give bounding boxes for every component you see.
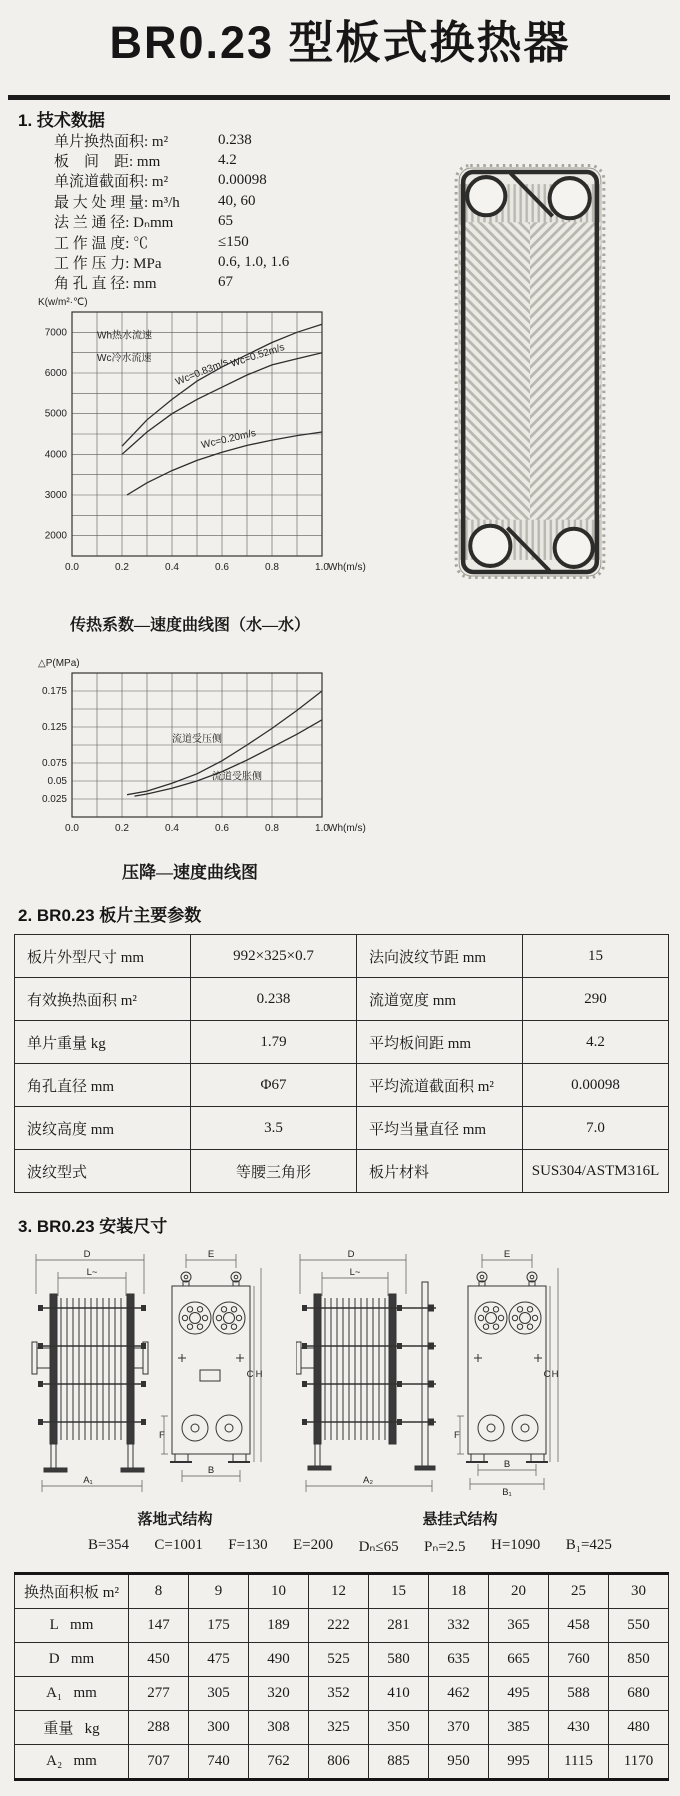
pressure-drop-chart [26,653,378,841]
svg-text:Wh热水流速: Wh热水流速 [97,330,152,342]
row-label-header-cell: 换热面积板 m² [15,1574,129,1609]
param-value-cell: 0.00098 [523,1064,669,1107]
value-cell: 665 [489,1643,549,1677]
value-cell: 1115 [549,1745,609,1780]
param-value-cell: 992×325×0.7 [191,935,357,978]
table-row [15,1677,669,1711]
dim-label-E: E [503,1249,511,1260]
svg-text:0.4: 0.4 [165,562,179,573]
value-cell: 430 [549,1711,609,1745]
table-row [15,1745,669,1780]
param-label-cell: 角孔直径 mm [15,1064,191,1107]
spec-value: 4.2 [218,152,237,169]
svg-text:3000: 3000 [44,490,67,501]
svg-text:0.175: 0.175 [41,686,67,697]
dim-label-A1: A₁ [83,1475,93,1486]
svg-text:0.0: 0.0 [65,562,79,573]
value-cell: 370 [429,1711,489,1745]
diagram-front-view-hung [452,1246,567,1496]
row-label-cell: L mm [15,1609,129,1643]
spec-label: 单流道截面积: m² [54,174,169,191]
dim-label-D: D [347,1249,355,1260]
dim-label-C: C [246,1369,254,1380]
value-cell: 332 [429,1609,489,1643]
svg-text:Wc=0.52m/s: Wc=0.52m/s [229,342,287,370]
chart1-caption: 传热系数—速度曲线图（水—水） [69,617,310,634]
svg-text:0.2: 0.2 [115,823,129,834]
value-cell: 308 [249,1711,309,1745]
value-cell: 325 [309,1711,369,1745]
param-value-cell: SUS304/ASTM316L [523,1150,669,1193]
param-value-cell: 1.79 [191,1021,357,1064]
plate-photo [452,164,608,579]
port-bottom-right [555,529,593,567]
value-cell: 352 [309,1677,369,1711]
dimension-value: Dₙ≤65 [358,1539,399,1555]
svg-text:流道受胀侧: 流道受胀侧 [212,771,262,783]
svg-text:0.05: 0.05 [47,776,67,787]
area-header-cell: 20 [489,1574,549,1609]
value-cell: 305 [189,1677,249,1711]
param-value-cell: 4.2 [523,1021,669,1064]
area-header-cell: 10 [249,1574,309,1609]
table-row [15,1107,669,1150]
dim-label-F: F [454,1430,460,1441]
table-row [15,1609,669,1643]
param-label-cell: 平均当量直径 mm [357,1107,523,1150]
value-cell: 588 [549,1677,609,1711]
value-cell: 450 [129,1643,189,1677]
area-header-cell: 25 [549,1574,609,1609]
row-label-cell: 重量 kg [15,1711,129,1745]
svg-text:0.0: 0.0 [65,823,79,834]
installation-table-head [15,1574,669,1609]
spec-list [54,130,289,293]
heat-transfer-coefficient-chart [26,296,378,578]
value-cell: 288 [129,1711,189,1745]
value-cell: 222 [309,1609,369,1643]
value-cell: 740 [189,1745,249,1780]
dim-label-A2: A₂ [362,1475,374,1486]
svg-text:流道受压侧: 流道受压侧 [172,734,222,746]
port-top-left [467,177,505,215]
spec-value: 0.00098 [218,172,267,189]
table-row [15,978,669,1021]
spec-label: 工 作 温 度: ℃ [54,235,149,252]
installation-table-body [15,1609,669,1780]
param-label-cell: 平均板间距 mm [357,1021,523,1064]
spec-row [54,191,289,211]
value-cell: 475 [189,1643,249,1677]
spec-row [54,171,289,191]
param-label-cell: 单片重量 kg [15,1021,191,1064]
value-cell: 189 [249,1609,309,1643]
section1-heading: 1. 技术数据 [18,111,105,130]
value-cell: 175 [189,1609,249,1643]
spec-label: 法 兰 通 径: Dₙmm [54,215,174,232]
chart2-caption: 压降—速度曲线图 [122,863,258,882]
value-cell: 1170 [609,1745,669,1780]
row-label-cell: A₂ mm [15,1745,129,1780]
caption-floor-type: 落地式结构 [137,1512,213,1528]
svg-text:0.125: 0.125 [41,722,67,733]
param-label-cell: 平均流道截面积 m² [357,1064,523,1107]
section3-heading: 3. BR0.23 安装尺寸 [18,1217,168,1236]
spec-row [54,130,289,150]
value-cell: 950 [429,1745,489,1780]
value-cell: 762 [249,1745,309,1780]
spec-value: 65 [218,213,233,230]
dim-label-E: E [207,1249,215,1260]
value-cell: 806 [309,1745,369,1780]
plate-params-table [14,934,669,1193]
dim-label-B: B [207,1465,215,1476]
value-cell: 320 [249,1677,309,1711]
param-value-cell: 7.0 [523,1107,669,1150]
dimension-value: H=1090 [490,1537,541,1553]
diagram-side-view-hung [296,1246,446,1496]
value-cell: 495 [489,1677,549,1711]
plate-corrugation-pattern [459,184,601,560]
svg-text:Wc冷水流速: Wc冷水流速 [97,352,152,364]
value-cell: 760 [549,1643,609,1677]
value-cell: 385 [489,1711,549,1745]
dim-label-F: F [159,1430,165,1441]
table-row [15,1711,669,1745]
param-label-cell: 波纹型式 [15,1150,191,1193]
spec-row [54,252,289,272]
spec-label: 工 作 压 力: MPa [54,256,162,273]
table-header-row [15,1574,669,1609]
value-cell: 462 [429,1677,489,1711]
svg-text:0.025: 0.025 [41,794,67,805]
svg-text:6000: 6000 [44,368,67,379]
svg-text:0.8: 0.8 [265,823,279,834]
row-label-cell: D mm [15,1643,129,1677]
dim-label-L: L~ [349,1267,361,1278]
dim-label-B1: B₁ [502,1487,512,1496]
value-cell: 281 [369,1609,429,1643]
area-header-cell: 18 [429,1574,489,1609]
dimension-value: B=354 [88,1537,129,1553]
caption-hung-type: 悬挂式结构 [422,1512,498,1528]
spec-value: 40, 60 [218,192,256,209]
value-cell: 635 [429,1643,489,1677]
svg-text:7000: 7000 [44,327,67,339]
svg-text:Wc=0.20m/s: Wc=0.20m/s [200,427,258,452]
svg-text:0.075: 0.075 [41,758,67,769]
param-value-cell: 3.5 [191,1107,357,1150]
table-row [15,1150,669,1193]
area-header-cell: 8 [129,1574,189,1609]
spec-value: 67 [218,274,233,291]
dimension-value: B₁=425 [565,1537,612,1553]
value-cell: 490 [249,1643,309,1677]
param-value-cell: 等腰三角形 [191,1150,357,1193]
title-divider [8,95,670,100]
svg-text:0.6: 0.6 [215,562,229,573]
param-value-cell: 0.238 [191,978,357,1021]
page-title: BR0.23 型板式换热器 [109,17,571,68]
value-cell: 300 [189,1711,249,1745]
dim-label-D: D [83,1249,91,1260]
svg-text:2000: 2000 [44,530,67,542]
spec-value: 0.238 [218,131,252,148]
param-value-cell: 290 [523,978,669,1021]
svg-text:0.2: 0.2 [115,562,129,573]
port-top-right [550,178,590,218]
spec-label: 单片换热面积: m² [54,133,169,150]
value-cell: 707 [129,1745,189,1780]
spec-value: ≤150 [218,233,249,250]
table-row [15,1064,669,1107]
value-cell: 480 [609,1711,669,1745]
area-header-cell: 9 [189,1574,249,1609]
diagram-front-view-floor [158,1246,263,1496]
table-row [15,935,669,978]
dimension-values-row [88,1537,612,1556]
spec-label: 板 间 距: mm [54,154,161,171]
table-row [15,1021,669,1064]
svg-text:Wh(m/s): Wh(m/s) [328,823,366,834]
value-cell: 580 [369,1643,429,1677]
param-label-cell: 法向波纹节距 mm [357,935,523,978]
value-cell: 410 [369,1677,429,1711]
section2-heading: 2. BR0.23 板片主要参数 [18,906,202,925]
dimension-value: F=130 [228,1537,268,1553]
svg-text:△P(MPa): △P(MPa) [38,658,80,669]
dimension-value: Pₙ=2.5 [424,1539,466,1555]
dim-label-H: H [255,1369,263,1380]
param-label-cell: 有效换热面积 m² [15,978,191,1021]
param-label-cell: 波纹高度 mm [15,1107,191,1150]
svg-text:Wc=0.83m/s: Wc=0.83m/s [174,356,230,388]
spec-row [54,150,289,170]
spec-row [54,232,289,252]
spec-row [54,212,289,232]
dim-label-H: H [551,1369,559,1380]
spec-value: 0.6, 1.0, 1.6 [218,254,290,271]
dimension-value: E=200 [293,1537,334,1553]
value-cell: 277 [129,1677,189,1711]
dim-label-L: L~ [86,1267,98,1278]
svg-text:0.4: 0.4 [165,823,179,834]
row-label-cell: A₁ mm [15,1677,129,1711]
value-cell: 850 [609,1643,669,1677]
svg-text:4000: 4000 [44,449,67,461]
value-cell: 458 [549,1609,609,1643]
plate-params-table-body [15,935,669,1193]
svg-text:0.6: 0.6 [215,823,229,834]
value-cell: 525 [309,1643,369,1677]
param-label-cell: 流道宽度 mm [357,978,523,1021]
dimension-value: C=1001 [154,1537,203,1553]
value-cell: 147 [129,1609,189,1643]
param-label-cell: 板片外型尺寸 mm [15,935,191,978]
svg-text:5000: 5000 [44,408,67,420]
svg-text:1.0: 1.0 [315,823,329,834]
spec-row [54,273,289,293]
value-cell: 680 [609,1677,669,1711]
dim-label-B: B [503,1459,511,1470]
area-header-cell: 30 [609,1574,669,1609]
port-bottom-left [470,526,510,566]
value-cell: 550 [609,1609,669,1643]
svg-text:0.8: 0.8 [265,562,279,573]
param-label-cell: 板片材料 [357,1150,523,1193]
svg-text:Wh(m/s): Wh(m/s) [328,562,366,573]
spec-label: 最 大 处 理 量: m³/h [54,194,180,211]
spec-label: 角 孔 直 径: mm [54,276,157,293]
installation-table [14,1572,669,1781]
area-header-cell: 12 [309,1574,369,1609]
value-cell: 885 [369,1745,429,1780]
value-cell: 995 [489,1745,549,1780]
value-cell: 365 [489,1609,549,1643]
area-header-cell: 15 [369,1574,429,1609]
param-value-cell: 15 [523,935,669,978]
table-row [15,1643,669,1677]
diagram-side-view-floor [30,1246,150,1496]
svg-text:1.0: 1.0 [315,562,329,573]
dim-label-C: C [543,1369,551,1380]
param-value-cell: Φ67 [191,1064,357,1107]
svg-text:K(w/m²·℃): K(w/m²·℃) [38,297,88,308]
value-cell: 350 [369,1711,429,1745]
